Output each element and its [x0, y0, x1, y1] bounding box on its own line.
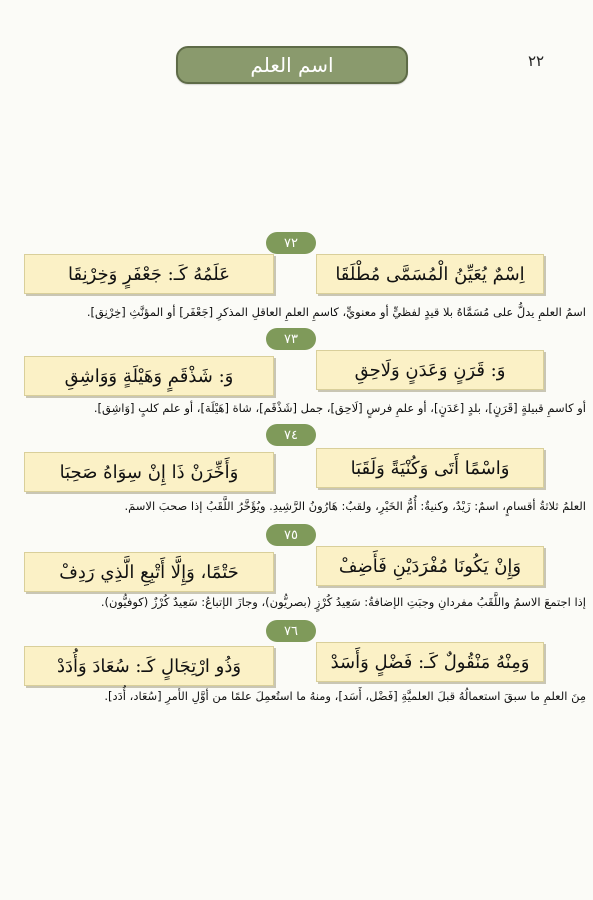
- verse-first-hemistich: وَاسْمًا أَتَى وَكُنْيَةً وَلَقَبَا: [316, 448, 544, 488]
- verse-commentary: العلمُ ثلاثةُ أقسامٍ، اسمٌ: زَيْدٌ، وكنيةٌ: أُمُّ الخَيْرِ، ولقبٌ: هَارُونُ الرَّشِيدِ. ويُؤَخَّرُ اللَّقَبُ إذا صحبَ الاسمَ.: [124, 499, 586, 513]
- verse-number: ٧٤: [266, 424, 316, 446]
- verse-commentary: اسمُ العلمِ يدلُّ على مُسَمَّاهُ بلا قيدٍ لفظيٍّ أو معنويٍّ، كاسمِ العلمِ العاقلِ المذكرِ [جَعْفَر] أو المؤنَّثِ [خِرْنِق].: [86, 305, 586, 319]
- verse-commentary: أو كاسمِ قبيلةٍ [قَرَنٍ]، بلدٍ [عَدَنٍ]، أو علمِ فرسٍ [لَاحِق]، جمل [شَذْقَم]، شاة [هَيْلَة]، أو علم كلبٍ [وَاشِق].: [93, 401, 586, 415]
- verse-number: ٧٢: [266, 232, 316, 254]
- verse-second-hemistich: وَذُو ارْتِجَالٍ كَـ: سُعَادَ وَأُدَدْ: [24, 646, 274, 686]
- verse-second-hemistich: عَلَمُهُ كَـ: جَعْفَرٍ وَخِرْنِقَا: [24, 254, 274, 294]
- verse-commentary: إذا اجتمعَ الاسمُ واللَّقَبُ مفردانِ وجبَتِ الإضافةُ: سَعِيدُ كُرْزٍ (بصريُّون)، وجازَ الإتباعُ: سَعِيدٌ كُرْزٌ (كوفيُّون).: [100, 595, 586, 609]
- page-number: ٢٢: [528, 52, 545, 70]
- verse-second-hemistich: وَ: شَذْقَمٍ وَهَيْلَةٍ وَوَاشِقِ: [24, 356, 274, 396]
- verse-commentary: مِنَ العلمِ ما سبقَ استعمالُهُ قبلَ العلميَّةِ [فَضْل، أَسَد]، ومنهُ ما استُعمِلَ علمًا من أوَّلِ الأمرِ [سُعَاد، أُدَد].: [104, 689, 586, 703]
- verse-second-hemistich: حَتْمًا، وَإِلَّا أَتْبِعِ الَّذِي رَدِفْ: [24, 552, 274, 592]
- verse-number: ٧٣: [266, 328, 316, 350]
- verse-first-hemistich: وَمِنْهُ مَنْقُولٌ كَـ: فَضْلٍ وَأَسَدْ: [316, 642, 544, 682]
- verse-number: ٧٦: [266, 620, 316, 642]
- verse-first-hemistich: اِسْمٌ يُعَيِّنُ الْمُسَمَّى مُطْلَقَا: [316, 254, 544, 294]
- verse-number: ٧٥: [266, 524, 316, 546]
- verse-first-hemistich: وَإِنْ يَكُونَا مُفْرَدَيْنِ فَأَضِفْ: [316, 546, 544, 586]
- verse-first-hemistich: وَ: قَرَنٍ وَعَدَنٍ وَلَاحِقِ: [316, 350, 544, 390]
- verse-second-hemistich: وَأَخِّرَنْ ذَا إِنْ سِوَاهُ صَحِبَا: [24, 452, 274, 492]
- page-title: اسم العلم: [176, 46, 408, 84]
